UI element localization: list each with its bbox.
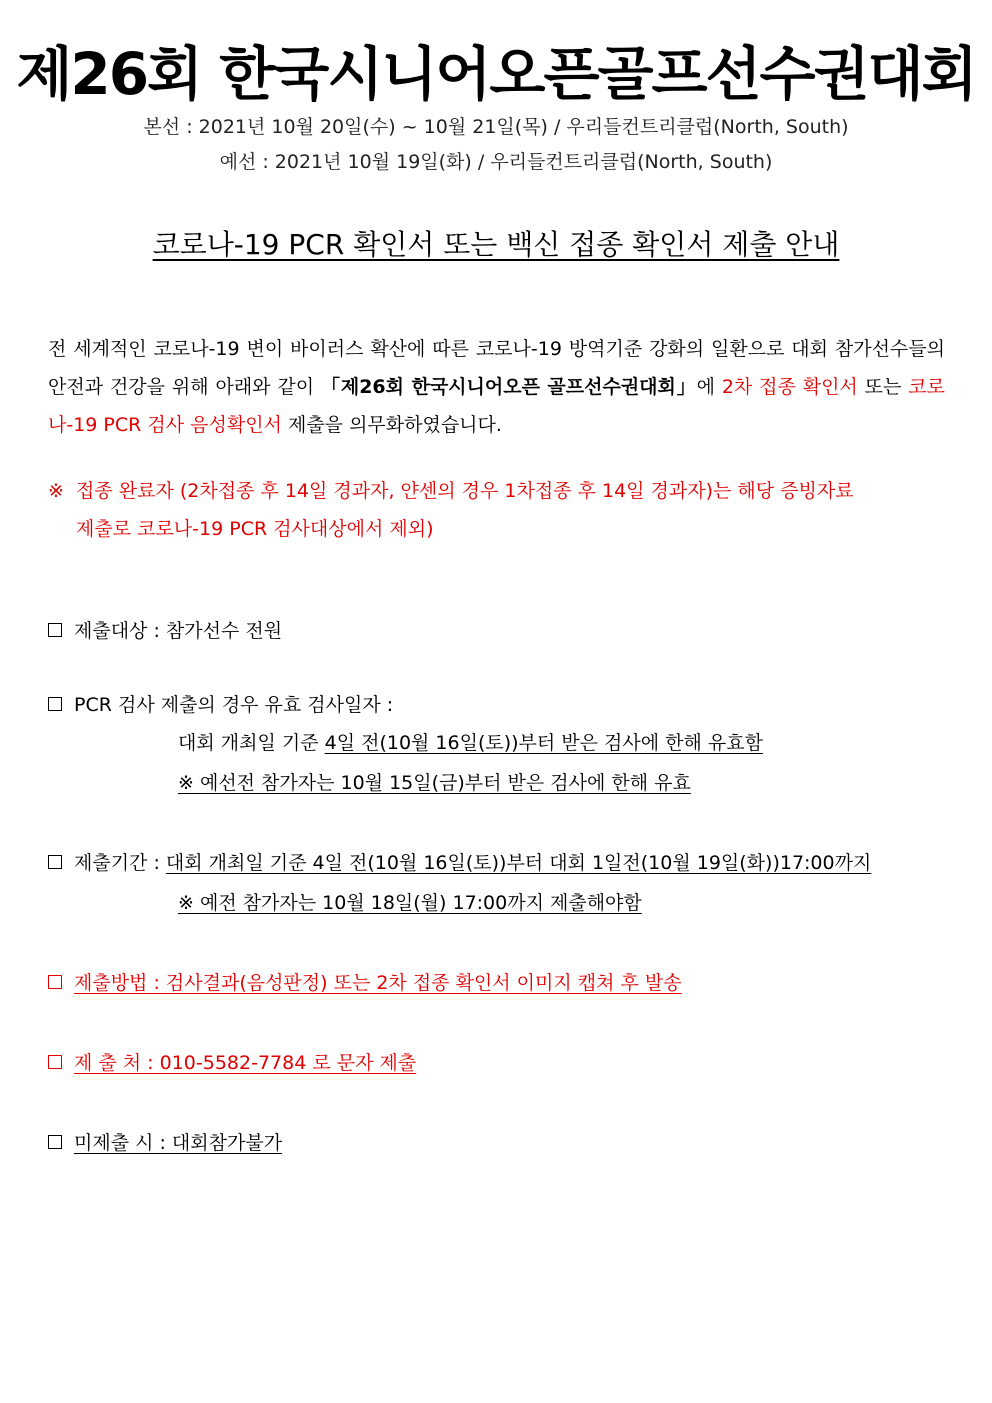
intro-paragraph (48, 330, 945, 444)
exemption-note-line1: 접종 완료자 (2차접종 후 14일 경과자, 얀센의 경우 1차접종 후 14일 경과자)는 해당 증빙자료 (76, 480, 854, 502)
item-pcr-validity (48, 690, 393, 720)
second-dose-certificate: 2차 접종 확인서 (721, 376, 858, 398)
intro-text-2: 에 (696, 376, 722, 398)
pcr-validity-prefix: 대회 개최일 기준 (178, 732, 325, 754)
checkbox-square-icon (48, 1055, 62, 1069)
checkbox-square-icon (48, 697, 62, 711)
pcr-validity-date: 4일 전(10월 16일(토))부터 받은 검사에 한해 유효함 (324, 732, 763, 754)
item-period-range: 4일 전(10월 16일(토))부터 대회 1일전(10월 19일(화))17:00까지 (312, 852, 872, 874)
notice-heading (0, 226, 992, 264)
intro-text-1: 전 세계적인 코로나-19 변이 바이러스 확산에 따른 코로나-19 방역기준 강화의 일환으로 대회 참가선수들의 안전과 건강을 위해 아래와 같이 (48, 338, 945, 398)
item-contact (48, 1048, 416, 1078)
checkbox-square-icon (48, 623, 62, 637)
main-round-info: 본선 : 2021년 10월 20일(수) ~ 10월 21일(목) / 우리들컨트리클럽(North, South) (143, 116, 849, 138)
reference-mark: ※ (48, 480, 64, 502)
qualifying-round-info: 예선 : 2021년 10월 19일(화) / 우리들컨트리클럽(North, South) (219, 151, 773, 173)
item-contact-text: 제 출 처 : 010-5582-7784 로 문자 제출 (74, 1052, 417, 1074)
intro-text-3: 또는 (857, 376, 909, 398)
document-title: 제26회 한국시니어오픈골프선수권대회 (16, 40, 976, 108)
item-method-text: 제출방법 : 검사결과(음성판정) 또는 2차 접종 확인서 이미지 캡쳐 후 발송 (74, 972, 682, 994)
checkbox-square-icon (48, 975, 62, 989)
notice-heading-text: 코로나-19 PCR 확인서 또는 백신 접종 확인서 제출 안내 (152, 228, 840, 261)
item-target (48, 616, 282, 646)
intro-text-4: 제출을 의무화하였습니다. (281, 414, 502, 436)
pcr-validity-line2: ※ 예선전 참가자는 10월 15일(금)부터 받은 검사에 한해 유효 (178, 772, 691, 794)
item-nonsubmission-text: 미제출 시 : 대회참가불가 (74, 1132, 283, 1154)
item-pcr-label: PCR 검사 제출의 경우 유효 검사일자 : (74, 694, 394, 716)
item-method (48, 968, 682, 998)
period-line2: ※ 예전 참가자는 10월 18일(월) 17:00까지 제출해야함 (178, 892, 642, 914)
exemption-note-line2: 제출로 코로나-19 PCR 검사대상에서 제외) (76, 518, 434, 540)
checkbox-square-icon (48, 1135, 62, 1149)
item-nonsubmission (48, 1128, 282, 1158)
item-period-label: 제출기간 : (74, 852, 166, 874)
pcr-validity-line1 (178, 728, 763, 758)
pcr-negative-certificate: 코로나-19 PCR 검사 음성확인서 (48, 376, 945, 436)
event-name: 「제26회 한국시니어오픈 골프선수권대회」 (321, 376, 697, 398)
item-period-prefix: 대회 개최일 기준 (165, 852, 313, 874)
checkbox-square-icon (48, 855, 62, 869)
item-period (48, 848, 871, 878)
item-target-text: 제출대상 : 참가선수 전원 (74, 620, 283, 642)
exemption-note (48, 472, 945, 548)
